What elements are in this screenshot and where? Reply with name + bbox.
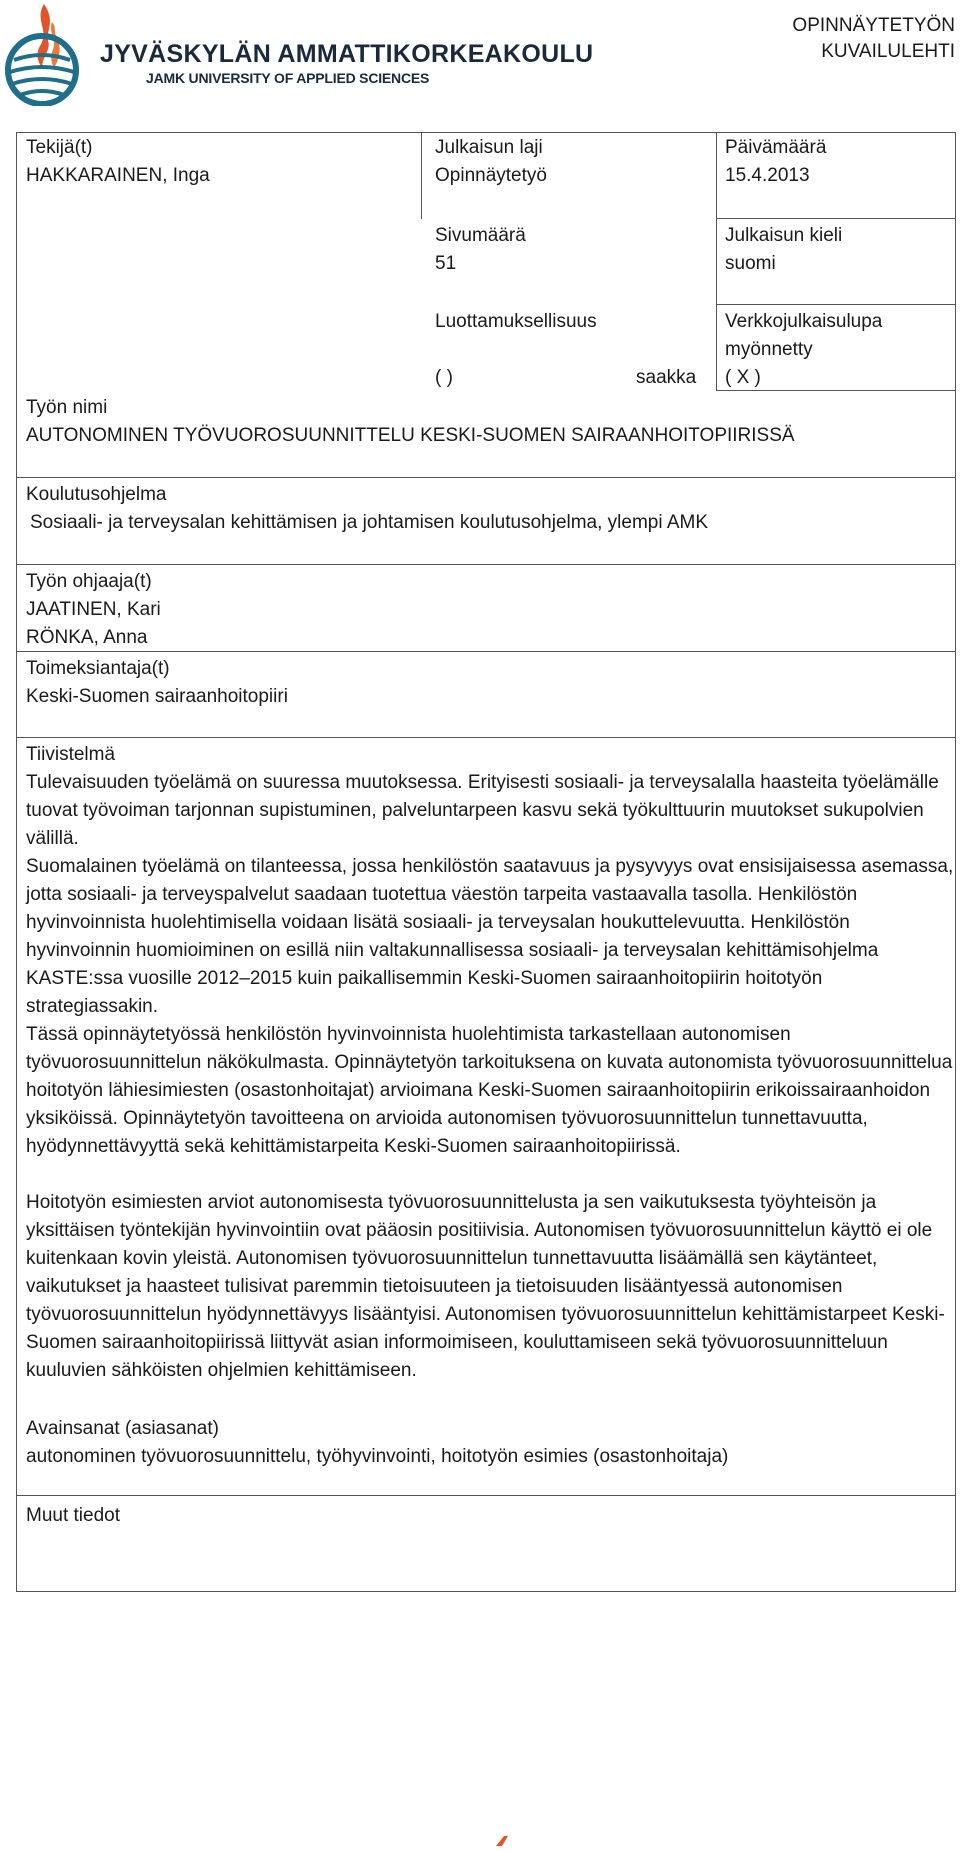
- confidentiality-label: Luottamuksellisuus: [435, 311, 597, 332]
- confidentiality-until: saakka: [636, 367, 697, 388]
- author-value: HAKKARAINEN, Inga: [26, 165, 210, 186]
- form-divider-row2: [716, 304, 956, 305]
- form-divider-col1: [421, 132, 422, 219]
- programme-value: Sosiaali- ja terveysalan kehittämisen ja johtamisen koulutusohjelma, ylempi AMK: [30, 512, 708, 533]
- form-divider-supervisors-bottom: [16, 651, 956, 652]
- page-count-label: Sivumäärä: [435, 225, 526, 246]
- commissioner-label: Toimeksiantaja(t): [26, 658, 170, 679]
- form-divider-col2: [716, 132, 717, 390]
- confidentiality-checkbox[interactable]: ( ): [435, 367, 453, 388]
- jamk-logo-emblem: [4, 0, 82, 106]
- abstract-paragraph-3: Tässä opinnäytetyössä henkilöstön hyvinvoinnista huolehtimista tarkastellaan autonomisen työvuorosuunnittelun näkökulmasta. Opinnäytetyön tarkoituksena on kuvata autonomista työvuorosuunnittelua hoitotyön lähiesimiesten (osastonhoitajat) arvioimana Keski-Suomen sairaanhoitopiirin erikoissairaanhoidon yksiköissä. Opinnäytetyön tavoitteena on arvioida autonomisen työvuorosuunnittelun tunnettavuutta, hyödynnettävyyttä sekä kehittämistarpeita Keski-Suomen sairaanhoitopiirissä.: [26, 1024, 953, 1157]
- commissioner-value: Keski-Suomen sairaanhoitopiiri: [26, 686, 288, 707]
- supervisor-1: JAATINEN, Kari: [26, 599, 161, 620]
- flame-decoration-icon: [490, 1833, 514, 1843]
- date-value: 15.4.2013: [725, 165, 810, 186]
- form-divider-title-bottom: [16, 477, 956, 478]
- keywords-label: Avainsanat (asiasanat): [26, 1418, 219, 1439]
- form-divider-commissioner-bottom: [16, 737, 956, 738]
- date-label: Päivämäärä: [725, 137, 827, 158]
- keywords-value: autonominen työvuorosuunnittelu, työhyvinvointi, hoitotyön esimies (osastonhoitaja): [26, 1446, 729, 1467]
- thesis-title-label: Työn nimi: [26, 397, 108, 418]
- publication-type-label: Julkaisun laji: [435, 137, 543, 158]
- abstract-paragraph-1: Tulevaisuuden työelämä on suuressa muutoksessa. Erityisesti sosiaali- ja terveysalalla haasteita työelämälle tuovat työvoiman tarjonnan supistuminen, palveluntarpeen kasvu sekä työkulttuurin muutokset sukupolvien välillä.: [26, 772, 939, 849]
- logo-university-subtitle: JAMK UNIVERSITY OF APPLIED SCIENCES: [146, 70, 430, 86]
- language-label: Julkaisun kieli: [725, 225, 843, 246]
- supervisors-label: Työn ohjaaja(t): [26, 571, 152, 592]
- language-value: suomi: [725, 253, 776, 274]
- publication-type-value: Opinnäytetyö: [435, 165, 547, 186]
- programme-label: Koulutusohjelma: [26, 484, 167, 505]
- form-border-left: [16, 132, 17, 1591]
- form-divider-keywords-bottom: [16, 1495, 956, 1496]
- page-count-value: 51: [435, 253, 457, 274]
- form-divider-row1: [716, 218, 956, 219]
- form-border-bottom: [16, 1591, 956, 1592]
- form-border-top: [16, 132, 956, 133]
- author-label: Tekijä(t): [26, 137, 93, 158]
- document-type-line-1: OPINNÄYTETYÖN: [792, 15, 955, 36]
- document-type-line-2: KUVAILULEHTI: [821, 41, 955, 62]
- online-permission-label-2: myönnetty: [725, 339, 813, 360]
- thesis-title-value: AUTONOMINEN TYÖVUOROSUUNNITTELU KESKI-SUOMEN SAIRAANHOITOPIIRISSÄ: [26, 425, 795, 446]
- abstract-paragraph-4: Hoitotyön esimiesten arviot autonomisesta työvuorosuunnittelusta ja sen vaikutuksesta työyhteisön ja yksittäisen työntekijän hyvinvointiin ovat pääosin positiivisia. Autonomisen työvuorosuunnittelun käyttö ei ole kuitenkaan kovin yleistä. Autonomisen työvuorosuunnittelun tunnettavuutta lisäämällä sen käytänteet, vaikutukset ja haasteet tulisivat paremmin tietoisuuteen ja tietoisuuden lisääntyessä autonomisen työvuorosuunnittelun hyödynnettävyys lisääntyisi. Autonomisen työvuorosuunnittelun kehittämistarpeet Keski-Suomen sairaanhoitopiirissä liittyvät asian informoimiseen, kouluttamiseen sekä työvuorosuunnitteluun kuuluvien sähköisten ohjelmien kehittämiseen.: [26, 1192, 945, 1381]
- online-permission-checkbox[interactable]: ( X ): [725, 367, 761, 388]
- logo-university-name: JYVÄSKYLÄN AMMATTIKORKEAKOULU: [100, 40, 594, 68]
- online-permission-label-1: Verkkojulkaisulupa: [725, 311, 883, 332]
- abstract-label: Tiivistelmä: [26, 744, 116, 765]
- supervisor-2: RÖNKA, Anna: [26, 627, 148, 648]
- form-divider-programme-bottom: [16, 564, 956, 565]
- other-info-label: Muut tiedot: [26, 1505, 120, 1526]
- abstract-paragraph-2: Suomalainen työelämä on tilanteessa, jossa henkilöstön saatavuus ja pysyvyys ovat ensisijaisessa asemassa, jotta sosiaali- ja terveyspalvelut saadaan tuotettua väestön tarpeita vastaavalla tasolla. Henkilöstön hyvinvoinnista huolehtimisella voidaan lisätä sosiaali- ja terveysalan houkuttelevuutta. Henkilöstön hyvinvoinnin huomioiminen on esillä niin valtakunnallisessa sosiaali- ja terveysalan kehittämisohjelma KASTE:ssa vuosille 2012–2015 kuin paikallisemmin Keski-Suomen sairaanhoitopiirin hoitotyön strategiassakin.: [26, 856, 954, 1017]
